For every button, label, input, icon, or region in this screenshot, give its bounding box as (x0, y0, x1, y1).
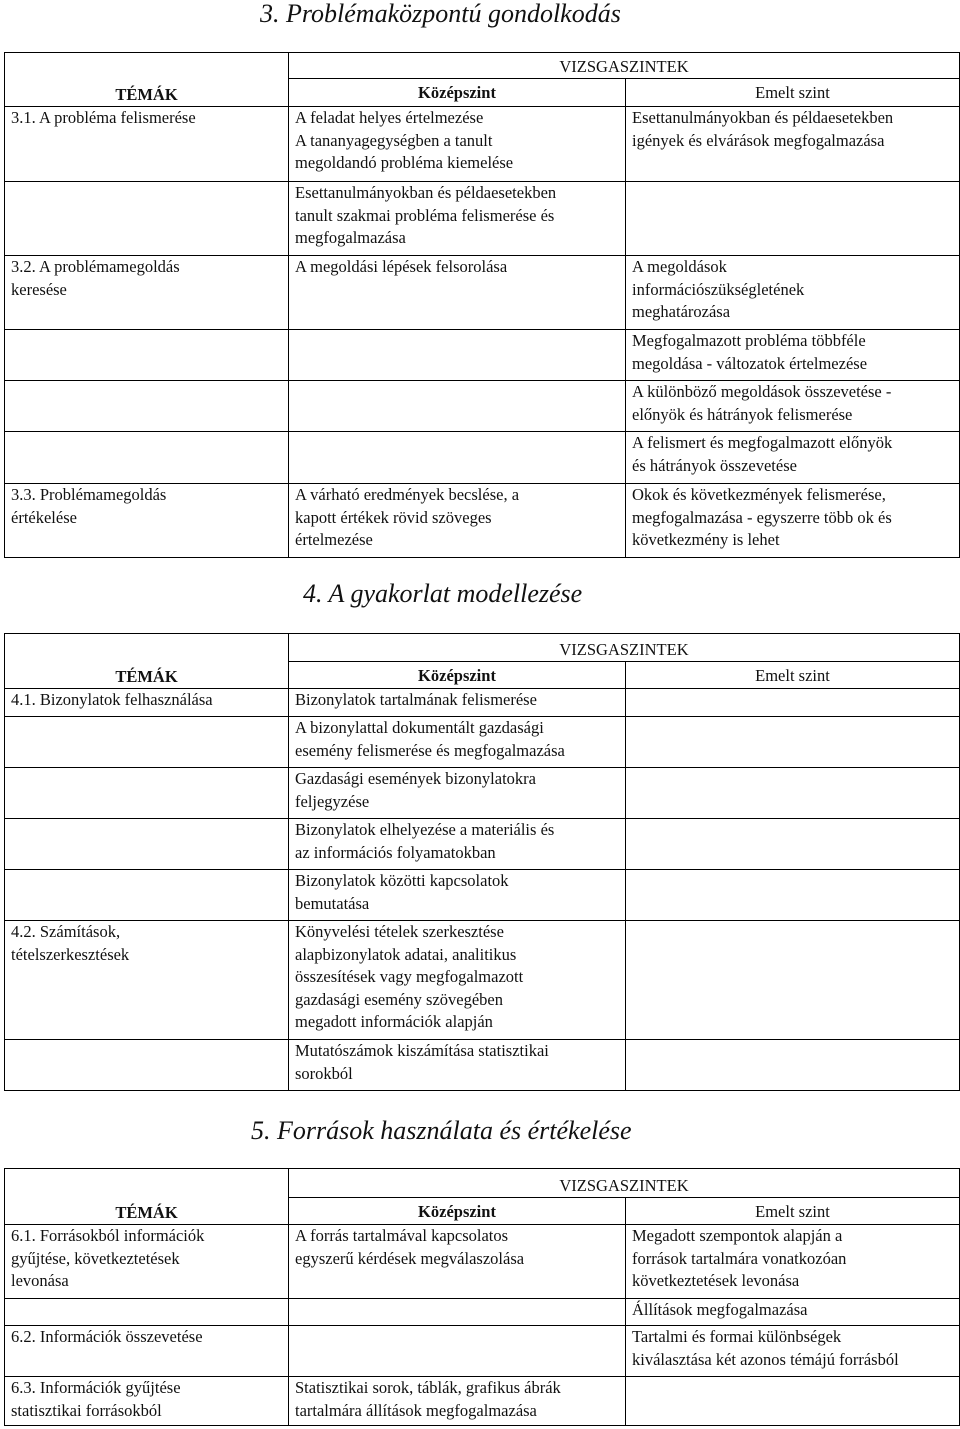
table-row (5, 182, 960, 256)
kozepszint-cell: Gazdasági események bizonylatokra feljegyzése (289, 768, 626, 819)
topic-cell (5, 1299, 289, 1326)
kozepszint-cell: Statisztikai sorok, táblák, grafikus ábrák tartalmára állítások megfogalmazása (289, 1377, 626, 1426)
temak-header: TÉMÁK (5, 634, 289, 689)
kozepszint-cell: A megoldási lépések felsorolása (289, 256, 626, 330)
table-row (5, 432, 960, 484)
topic-cell (5, 768, 289, 819)
kozepszint-header: Középszint (289, 1198, 626, 1225)
topic-cell (5, 182, 289, 256)
emelt-szint-cell: A felismert és megfogalmazott előnyök és hátrányok összevetése (626, 432, 960, 484)
table-row (5, 1326, 960, 1377)
table-row (5, 768, 960, 819)
topic-cell: 6.2. Információk összevetése (5, 1326, 289, 1377)
topic-cell: 3.3. Problémamegoldás értékelése (5, 484, 289, 558)
table-row (5, 717, 960, 768)
emelt-szint-cell: Tartalmi és formai különbségek kiválasztása két azonos témájú forrásból (626, 1326, 960, 1377)
emelt-szint-header: Emelt szint (626, 1198, 960, 1225)
topic-cell (5, 819, 289, 870)
kozepszint-cell: A feladat helyes értelmezése A tananyagegységben a tanult megoldandó probléma kiemelése (289, 107, 626, 182)
emelt-szint-cell: Okok és következmények felismerése, megfogalmazása - egyszerre több ok és következmény is lehet (626, 484, 960, 558)
kozepszint-cell: A várható eredmények becslése, a kapott értékek rövid szöveges értelmezése (289, 484, 626, 558)
emelt-szint-cell (626, 921, 960, 1040)
emelt-szint-cell (626, 870, 960, 921)
kozepszint-cell: Esettanulmányokban és példaesetekben tanult szakmai probléma felismerése és megfogalmazása (289, 182, 626, 256)
table-row (5, 107, 960, 182)
topic-cell: 4.1. Bizonylatok felhasználása (5, 689, 289, 717)
topic-cell: 3.2. A problémamegoldás keresése (5, 256, 289, 330)
topic-cell (5, 381, 289, 432)
kozepszint-cell: Bizonylatok elhelyezése a materiális és az információs folyamatokban (289, 819, 626, 870)
emelt-szint-cell (626, 689, 960, 717)
kozepszint-cell: Bizonylatok tartalmának felismerése (289, 689, 626, 717)
table-row (5, 1377, 960, 1426)
emelt-szint-header: Emelt szint (626, 79, 960, 107)
table-row (5, 484, 960, 558)
table-row (5, 689, 960, 717)
emelt-szint-cell (626, 717, 960, 768)
emelt-szint-cell (626, 1040, 960, 1091)
topic-cell (5, 432, 289, 484)
table-row (5, 330, 960, 381)
emelt-szint-cell (626, 1377, 960, 1426)
section-table (4, 633, 960, 1091)
topic-cell (5, 870, 289, 921)
topic-cell (5, 330, 289, 381)
emelt-szint-cell (626, 182, 960, 256)
kozepszint-cell (289, 1326, 626, 1377)
kozepszint-header: Középszint (289, 662, 626, 689)
emelt-szint-cell: A különböző megoldások összevetése - előnyök és hátrányok felismerése (626, 381, 960, 432)
emelt-szint-cell (626, 768, 960, 819)
temak-header: TÉMÁK (5, 53, 289, 107)
table-row (5, 1299, 960, 1326)
emelt-szint-cell: Esettanulmányokban és példaesetekben igények és elvárások megfogalmazása (626, 107, 960, 182)
emelt-szint-cell (626, 819, 960, 870)
kozepszint-cell (289, 432, 626, 484)
topic-cell: 6.3. Információk gyűjtése statisztikai forrásokból (5, 1377, 289, 1426)
table-row (5, 921, 960, 1040)
table-row (5, 870, 960, 921)
kozepszint-cell (289, 1299, 626, 1326)
table-row (5, 819, 960, 870)
kozepszint-cell (289, 330, 626, 381)
table-row (5, 1040, 960, 1091)
emelt-szint-cell: Megadott szempontok alapján a források tartalmára vonatkozóan következtetések levonása (626, 1225, 960, 1299)
temak-header: TÉMÁK (5, 1169, 289, 1225)
table-row (5, 1225, 960, 1299)
section-title: 3. Problémaközpontú gondolkodás (260, 0, 621, 28)
topic-cell (5, 717, 289, 768)
section-title: 4. A gyakorlat modellezése (303, 579, 583, 608)
topic-cell (5, 1040, 289, 1091)
emelt-szint-cell: A megoldások információszükségletének meghatározása (626, 256, 960, 330)
kozepszint-cell (289, 381, 626, 432)
vizsgaszintek-header: VIZSGASZINTEK (289, 634, 960, 662)
section-table (4, 52, 960, 558)
topic-cell: 6.1. Forrásokból információk gyűjtése, következtetések levonása (5, 1225, 289, 1299)
section-table (4, 1168, 960, 1426)
emelt-szint-header: Emelt szint (626, 662, 960, 689)
emelt-szint-cell: Megfogalmazott probléma többféle megoldása - változatok értelmezése (626, 330, 960, 381)
emelt-szint-cell: Állítások megfogalmazása (626, 1299, 960, 1326)
table-row (5, 381, 960, 432)
kozepszint-cell: Bizonylatok közötti kapcsolatok bemutatása (289, 870, 626, 921)
table-row (5, 256, 960, 330)
vizsgaszintek-header: VIZSGASZINTEK (289, 53, 960, 79)
section-title: 5. Források használata és értékelése (251, 1116, 632, 1145)
topic-cell: 3.1. A probléma felismerése (5, 107, 289, 182)
kozepszint-cell: A forrás tartalmával kapcsolatos egyszerű kérdések megválaszolása (289, 1225, 626, 1299)
kozepszint-cell: Mutatószámok kiszámítása statisztikai sorokból (289, 1040, 626, 1091)
kozepszint-cell: Könyvelési tételek szerkesztése alapbizonylatok adatai, analitikus összesítések vagy megfogalmazott gazdasági esemény szövegében megadott információk alapján (289, 921, 626, 1040)
kozepszint-header: Középszint (289, 79, 626, 107)
kozepszint-cell: A bizonylattal dokumentált gazdasági esemény felismerése és megfogalmazása (289, 717, 626, 768)
topic-cell: 4.2. Számítások, tételszerkesztések (5, 921, 289, 1040)
vizsgaszintek-header: VIZSGASZINTEK (289, 1169, 960, 1198)
